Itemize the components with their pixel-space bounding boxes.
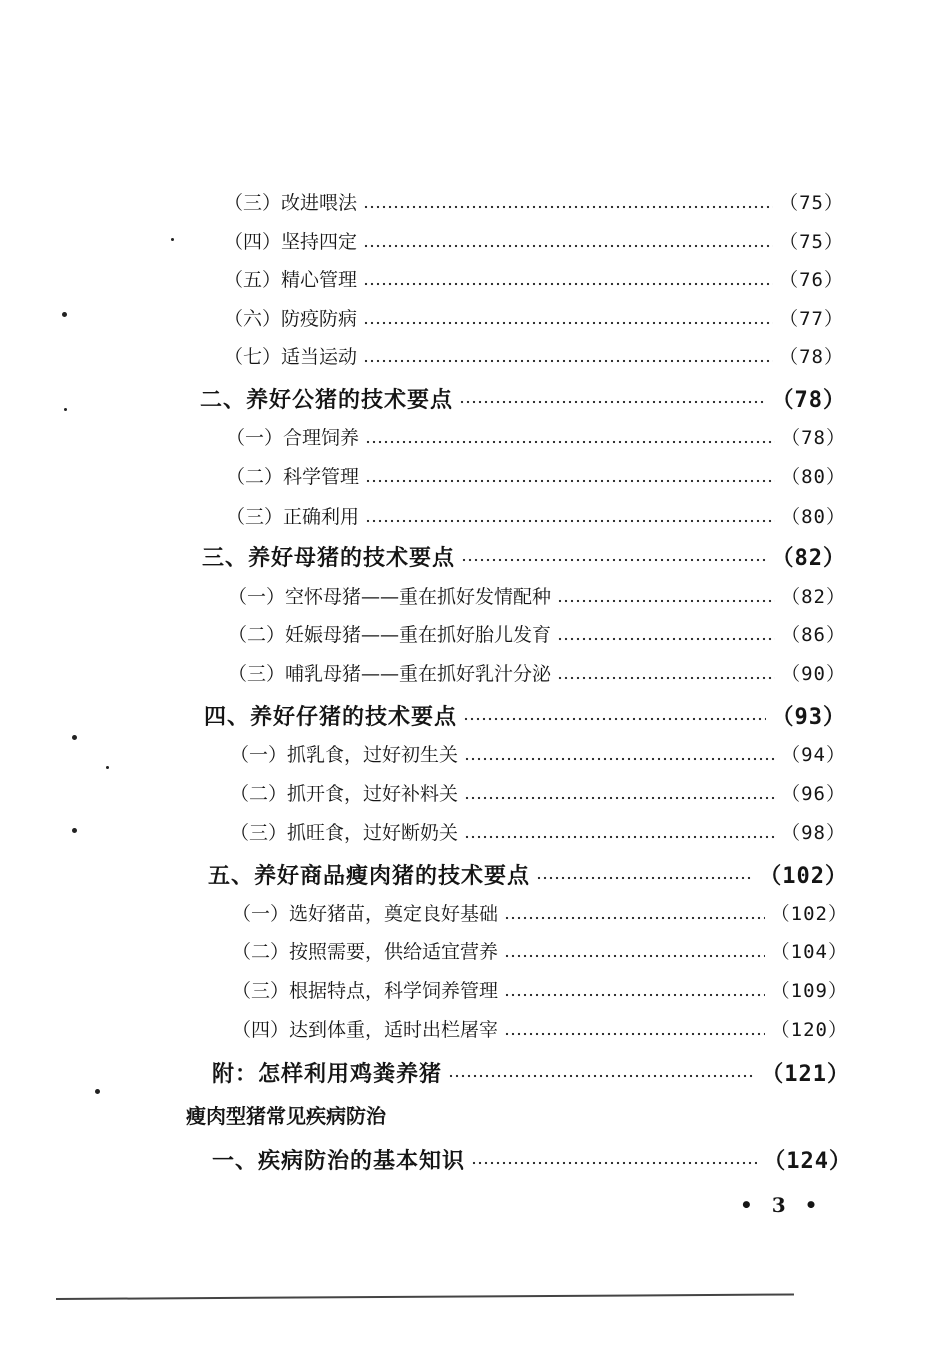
toc-entry <box>232 899 848 929</box>
dot-leader <box>363 321 773 325</box>
toc-entry-label: （三）正确利用 <box>226 506 360 528</box>
dot-leader <box>365 479 775 483</box>
toc-section-entry <box>208 859 848 889</box>
toc-entry-page: （82） <box>781 586 846 608</box>
toc-entry-label: 二、养好公猪的技术要点 <box>200 387 454 413</box>
toc-entry <box>224 188 844 218</box>
toc-section-entry <box>202 541 846 571</box>
toc-entry-label: （二）抓开食，过好补料关 <box>230 783 459 805</box>
toc-entry-label: （二）妊娠母猪——重在抓好胎儿发育 <box>228 624 552 646</box>
toc-entry <box>224 342 844 372</box>
toc-entry-label: （三）改进喂法 <box>224 192 358 214</box>
dot-leader <box>504 954 765 958</box>
toc-entry-page: （76） <box>779 269 844 291</box>
toc-entry-label: （二）科学管理 <box>226 466 360 488</box>
toc-section-entry <box>204 700 846 730</box>
toc-entry <box>228 582 846 612</box>
toc-entry-page: （86） <box>781 624 846 646</box>
dot-leader <box>504 1032 765 1036</box>
toc-entry-page: （77） <box>779 308 844 330</box>
dot-leader <box>504 993 765 997</box>
dot-leader <box>363 359 773 363</box>
toc-appendix-entry <box>212 1057 850 1087</box>
toc-entry-label: （六）防疫防病 <box>224 308 358 330</box>
toc-entry-page: （80） <box>781 466 846 488</box>
toc-entry <box>224 227 844 257</box>
toc-entry <box>226 423 846 453</box>
toc-entry-label: （四）坚持四定 <box>224 231 358 253</box>
dot-leader <box>448 1074 755 1078</box>
toc-entry <box>232 1015 848 1045</box>
dot-leader <box>363 244 773 248</box>
dot-leader <box>463 717 765 721</box>
toc-entry-page: （121） <box>761 1062 850 1087</box>
toc-entry <box>226 502 846 532</box>
toc-entry-label: 五、养好商品瘦肉猪的技术要点 <box>208 863 531 889</box>
toc-section-entry <box>212 1144 852 1174</box>
part-heading: 瘦肉型猪常见疾病防治 <box>186 1104 386 1128</box>
dot-leader <box>536 876 753 880</box>
toc-entry <box>232 976 848 1006</box>
toc-entry <box>228 620 846 650</box>
toc-entry <box>230 779 846 809</box>
scan-speck <box>64 408 67 411</box>
toc-entry-label: 一、疾病防治的基本知识 <box>212 1148 466 1174</box>
dot-leader <box>461 558 765 562</box>
toc-entry-label: （三）根据特点，科学饲养管理 <box>232 980 499 1002</box>
toc-entry-page: （104） <box>770 941 848 963</box>
dot-leader <box>363 205 773 209</box>
scan-speck <box>62 312 67 317</box>
toc-entry-page: （124） <box>763 1149 852 1174</box>
toc-entry-label: （三）抓旺食，过好断奶关 <box>230 822 459 844</box>
toc-entry <box>230 818 846 848</box>
toc-entry-label: （一）合理饲养 <box>226 427 360 449</box>
scan-speck <box>72 828 77 833</box>
dot-leader <box>464 796 775 800</box>
toc-entry <box>226 462 846 492</box>
toc-entry-page: （102） <box>759 864 848 889</box>
toc-entry <box>230 740 846 770</box>
toc-entry <box>232 937 848 967</box>
toc-entry-label: 三、养好母猪的技术要点 <box>202 545 456 571</box>
scan-speck <box>95 1089 100 1094</box>
toc-entry-page: （75） <box>779 231 844 253</box>
toc-entry-page: （120） <box>770 1019 848 1041</box>
toc-entry-page: （94） <box>781 744 846 766</box>
toc-entry-page: （93） <box>771 705 846 730</box>
dot-leader <box>365 519 775 523</box>
toc-entry <box>228 659 846 689</box>
toc-entry-page: （80） <box>781 506 846 528</box>
toc-entry-page: （109） <box>770 980 848 1002</box>
page-number: • 3 • <box>740 1193 824 1217</box>
dot-leader <box>363 282 773 286</box>
toc-entry-label: 附：怎样利用鸡粪养猪 <box>212 1061 443 1087</box>
dot-leader <box>459 400 765 404</box>
toc-entry-label: （四）达到体重，适时出栏屠宰 <box>232 1019 499 1041</box>
toc-entry-page: （75） <box>779 192 844 214</box>
toc-entry-page: （78） <box>779 346 844 368</box>
dot-leader <box>464 835 775 839</box>
bottom-rule <box>56 1293 794 1300</box>
toc-entry <box>224 265 844 295</box>
toc-entry-label: （七）适当运动 <box>224 346 358 368</box>
toc-section-entry <box>200 383 846 413</box>
toc-entry-label: 四、养好仔猪的技术要点 <box>204 704 458 730</box>
scan-speck <box>171 238 174 241</box>
dot-leader <box>557 599 775 603</box>
dot-leader <box>471 1161 757 1165</box>
toc-entry-label: （一）空怀母猪——重在抓好发情配种 <box>228 586 552 608</box>
toc-entry-page: （98） <box>781 822 846 844</box>
toc-entry-label: （二）按照需要，供给适宜营养 <box>232 941 499 963</box>
toc-entry <box>224 304 844 334</box>
dot-leader <box>504 916 765 920</box>
toc-entry-page: （90） <box>781 663 846 685</box>
toc-entry-page: （78） <box>771 388 846 413</box>
scan-speck <box>106 766 109 769</box>
dot-leader <box>365 440 775 444</box>
toc-entry-label: （一）选好猪苗，奠定良好基础 <box>232 903 499 925</box>
dot-leader <box>464 757 775 761</box>
toc-entry-label: （三）哺乳母猪——重在抓好乳汁分泌 <box>228 663 552 685</box>
toc-entry-page: （96） <box>781 783 846 805</box>
toc-entry-label: （五）精心管理 <box>224 269 358 291</box>
scan-speck <box>72 735 77 740</box>
dot-leader <box>557 676 775 680</box>
toc-entry-label: （一）抓乳食，过好初生关 <box>230 744 459 766</box>
dot-leader <box>557 637 775 641</box>
toc-entry-page: （82） <box>771 546 846 571</box>
toc-entry-page: （102） <box>770 903 848 925</box>
toc-entry-page: （78） <box>781 427 846 449</box>
